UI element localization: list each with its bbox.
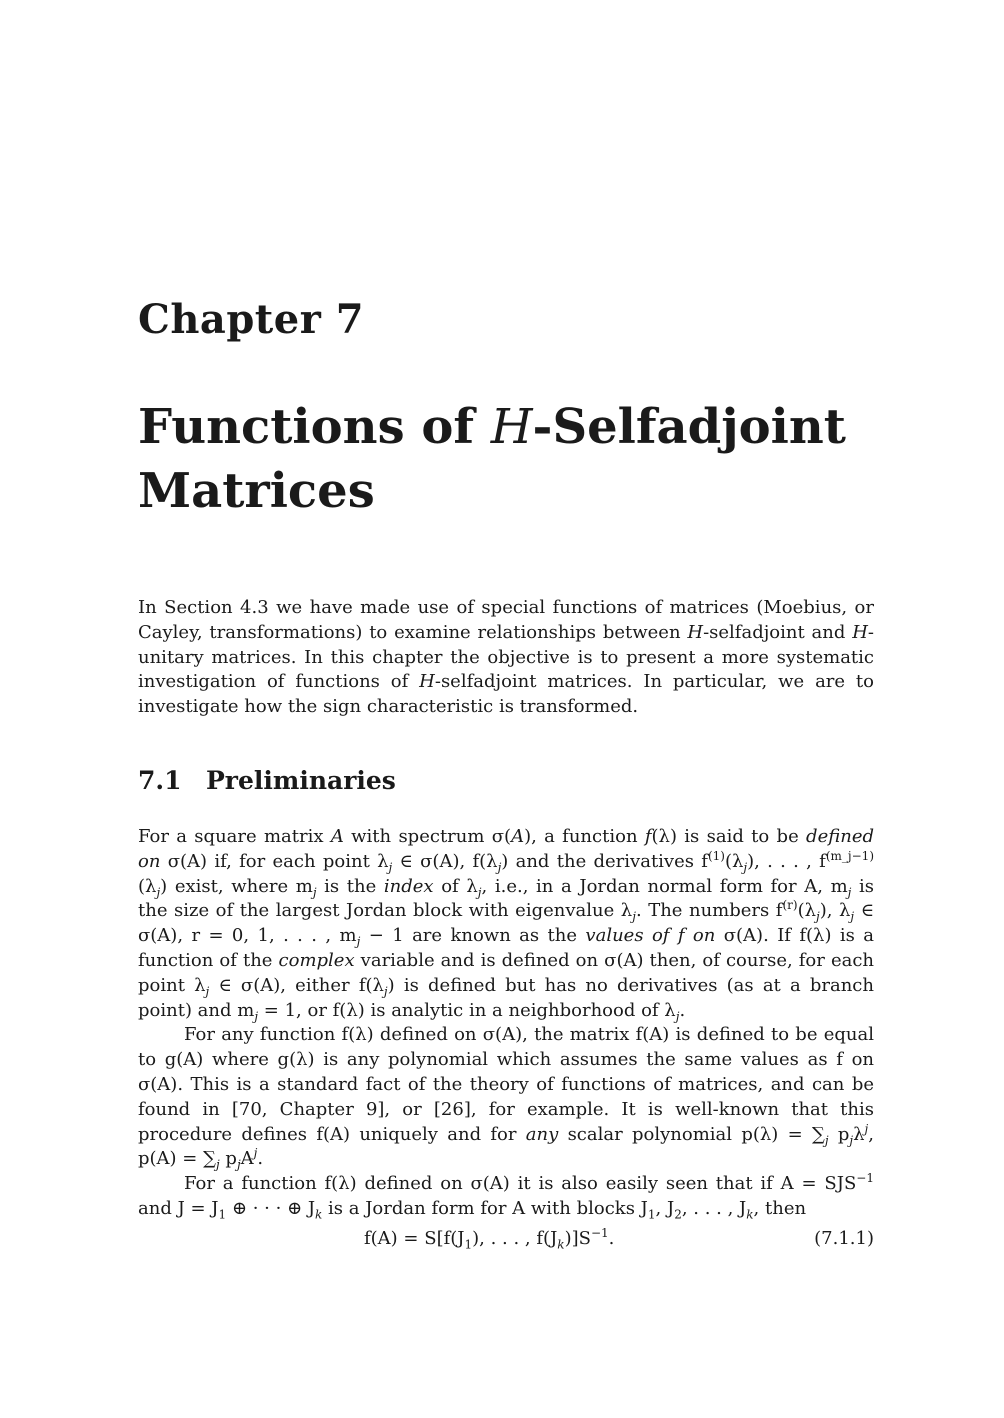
intro-text-3: -unitary matrices. In this chapter the objective is to present a more systematic investigation of functions of: [138, 621, 875, 693]
intro-H-2: H: [852, 621, 868, 643]
chapter-title-var: H: [490, 399, 533, 455]
section-number: 7.1: [138, 766, 182, 795]
equation-number: (7.1.1): [814, 1228, 874, 1249]
values-of-emphasis: values of f on: [585, 925, 716, 947]
section-body: [138, 825, 874, 1222]
intro-text-2: -selfadjoint and: [703, 621, 853, 643]
intro-H-1: H: [687, 621, 704, 643]
equation-7-1-1: [138, 1228, 874, 1254]
equation-expression: $f(A) = S[f(J_1)$, . . . , $f(J_k)]S^{-1}$.: [364, 1226, 615, 1252]
chapter-label: Chapter 7: [138, 296, 365, 343]
chapter-title: [138, 395, 874, 523]
defined-on-emphasis: defined on: [138, 826, 874, 872]
any-emphasis: any: [525, 1123, 559, 1145]
index-emphasis: index: [383, 875, 434, 897]
chapter-title-pre: Functions of: [138, 399, 491, 455]
intro-paragraph: [138, 596, 874, 720]
intro-H-3: H: [419, 671, 435, 693]
chapter-title-line2: Matrices: [138, 463, 375, 519]
paragraph-2: For any function f(λ) defined on σ(A), the matrix f(A) is defined to be equal to g(A) where g(λ) is any polynomial which assumes the same values as f on σ(A). This is a standard fact of the theory of functions of matrices, and can be found in [70, Chapter 9], or [26], for example. It is well-known that this procedure defines f(A) uniquely and for any scalar polynomial $p(\lambda) = \sum_j$ $p_j\lambda^j$, $p(A) = \sum_j$ $p_jA^j$.: [138, 1024, 875, 1172]
intro-text-4: -selfadjoint matrices. In particular, we are to investigate how the sign characteristic is transformed.: [138, 671, 875, 718]
section-title: Preliminaries: [206, 766, 396, 795]
paragraph-1: For a square matrix A with spectrum σ(A), a function f(λ) is said to be defined on σ(A) if, for each point $\lambda_j$ ∈ σ(A), $f(\lambda_j)$ and the derivatives $f^{(1)}(\lambda_j)$, . . . , $f^{(m\_j-1)}(\lambda_j)$ exist, where $m_j$ is the index of $\lambda_j$, i.e., in a Jordan normal form for A, $m_j$ is the size of the largest Jordan block with eigenvalue $\lambda_j$. The numbers $f^{(r)}(\lambda_j)$, $\lambda_j$ ∈ σ(A), r = 0, 1, . . . , $m_j - 1$ are known as the values of f on σ(A). If f(λ) is a function of the complex variable and is defined on σ(A) then, of course, for each point $\lambda_j$ ∈ σ(A), either $f(\lambda_j)$ is defined but has no derivatives (as at a branch point) and $m_j = 1$, or f(λ) is analytic in a neighborhood of $\lambda_j$.: [138, 826, 875, 1024]
chapter-title-post: -Selfadjoint: [532, 399, 846, 455]
section-heading: [138, 766, 396, 795]
paragraph-3: For a function f(λ) defined on σ(A) it is also easily seen that if $A = SJS^{-1}$ and $J = J_1$ ⊕ · · · ⊕ $J_k$ is a Jordan form for A with blocks $J_1$, $J_2$, . . . , $J_k$, then: [138, 1171, 874, 1222]
intro-text-1: In Section 4.3 we have made use of special functions of matrices (Moebius, or Cayley, transformations) to examine relationships between: [138, 597, 874, 643]
complex-emphasis: complex: [278, 949, 355, 971]
